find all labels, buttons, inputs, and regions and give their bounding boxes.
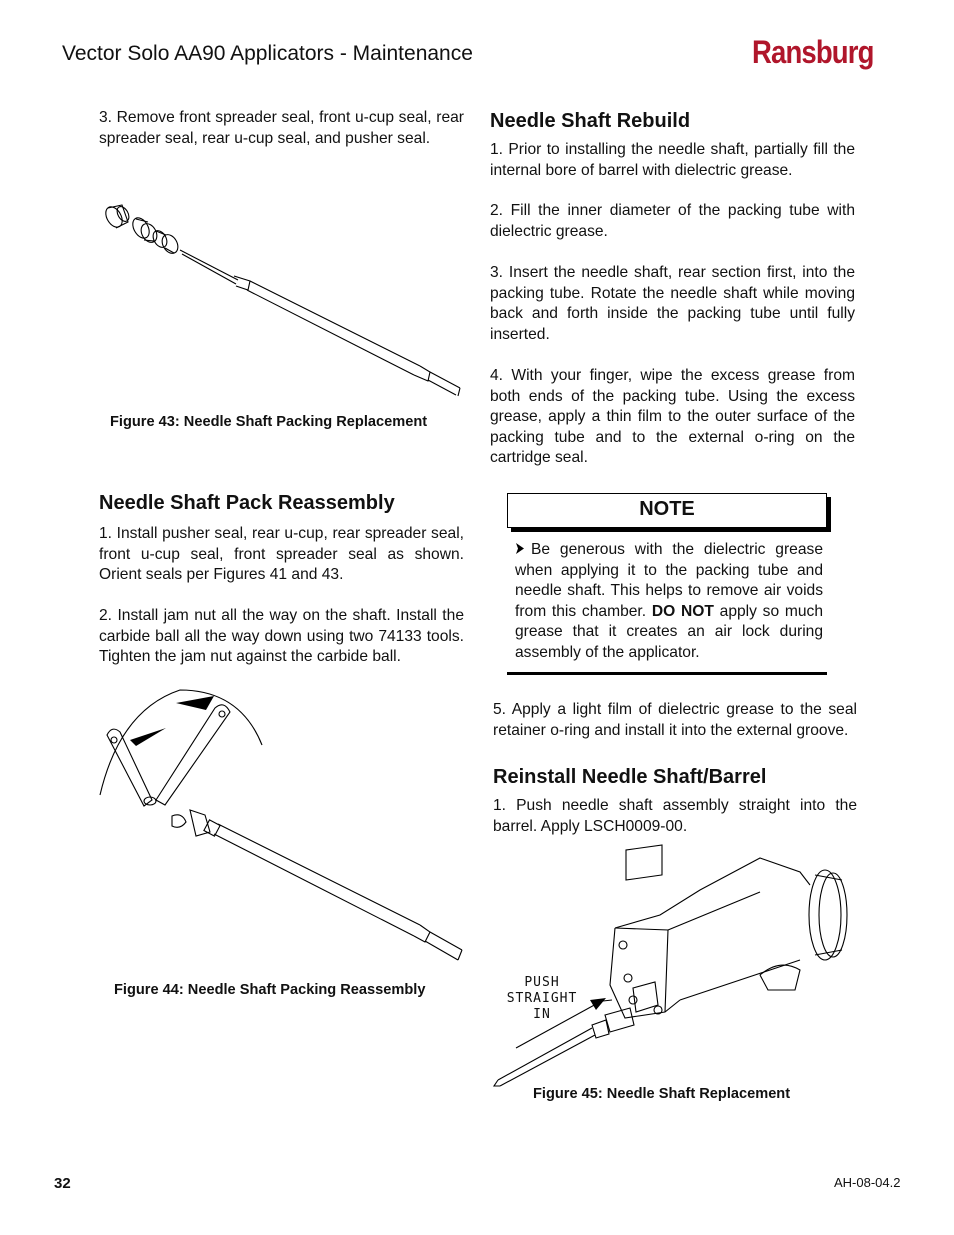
rebuild-step-4: 4. With your finger, wipe the excess grease from both ends of the packing tube. Using the excess grease, apply a thin film to the outer surface of the packing tube and to the external o-ring on the cartridge seal. <box>490 367 855 467</box>
figure-45-caption: Figure 45: Needle Shaft Replacement <box>533 1086 791 1102</box>
note-box <box>507 493 827 528</box>
page-number: 32 <box>54 1175 71 1192</box>
removal-step-3: 3. Remove front spreader seal, front u-cup seal, rear spreader seal, rear u-cup seal, and pusher seal. <box>99 109 464 147</box>
reassembly-step-2: 2. Install jam nut all the way on the shaft. Install the carbide ball all the way down using two 74133 tools. Tighten the jam nut against the carbide ball. <box>99 607 464 666</box>
push-label-line-2: STRAIGHT <box>506 991 578 1006</box>
figure-43-caption: Figure 43: Needle Shaft Packing Replacement <box>110 414 428 430</box>
push-label-line-3: IN <box>533 1007 551 1022</box>
rebuild-step-3: 3. Insert the needle shaft, rear section first, into the packing tube. Rotate the needle shaft while moving back and forth inside the packing tube until fully inserted. <box>490 264 855 343</box>
rebuild-heading: Needle Shaft Rebuild <box>490 110 691 132</box>
rebuild-step-2: 2. Fill the inner diameter of the packing tube with dielectric grease. <box>490 202 855 240</box>
page-header-title: Vector Solo AA90 Applicators - Maintenance <box>62 42 473 65</box>
rebuild-step-5: 5. Apply a light film of dielectric grease to the seal retainer o-ring and install it into the external groove. <box>493 701 857 739</box>
note-title: NOTE <box>639 498 695 520</box>
note-text-2: apply so much grease that it creates an air lock during assembly of the applicator. <box>515 602 824 661</box>
note-text-1: Be generous with the dielectric grease when applying it to the packing tube and needle shaft. This helps to remove air voids from this chamber. <box>515 541 823 620</box>
document-id: AH-08-04.2 <box>834 1175 901 1190</box>
bullet-arrow-icon <box>515 540 531 561</box>
note-emphasis: DO NOT <box>651 602 714 620</box>
brand-logo: Ransburg <box>752 34 874 70</box>
reassembly-step-1: 1. Install pusher seal, rear u-cup, rear spreader seal, front u-cup seal, front spreader seal as shown. Orient seals per Figures 41 and 43. <box>99 525 464 584</box>
figure-44-caption: Figure 44: Needle Shaft Packing Reassembly <box>114 982 426 998</box>
reinstall-heading: Reinstall Needle Shaft/Barrel <box>493 766 767 788</box>
reassembly-heading: Needle Shaft Pack Reassembly <box>99 492 395 514</box>
push-label-line-1: PUSH <box>524 975 560 990</box>
note-bottom-rule <box>507 672 827 675</box>
figure-45-push-label <box>505 975 579 1023</box>
rebuild-step-1: 1. Prior to installing the needle shaft, partially fill the internal bore of barrel with dielectric grease. <box>490 141 855 179</box>
reinstall-step-1: 1. Push needle shaft assembly straight into the barrel. Apply LSCH0009-00. <box>493 797 857 835</box>
note-body <box>515 540 823 664</box>
